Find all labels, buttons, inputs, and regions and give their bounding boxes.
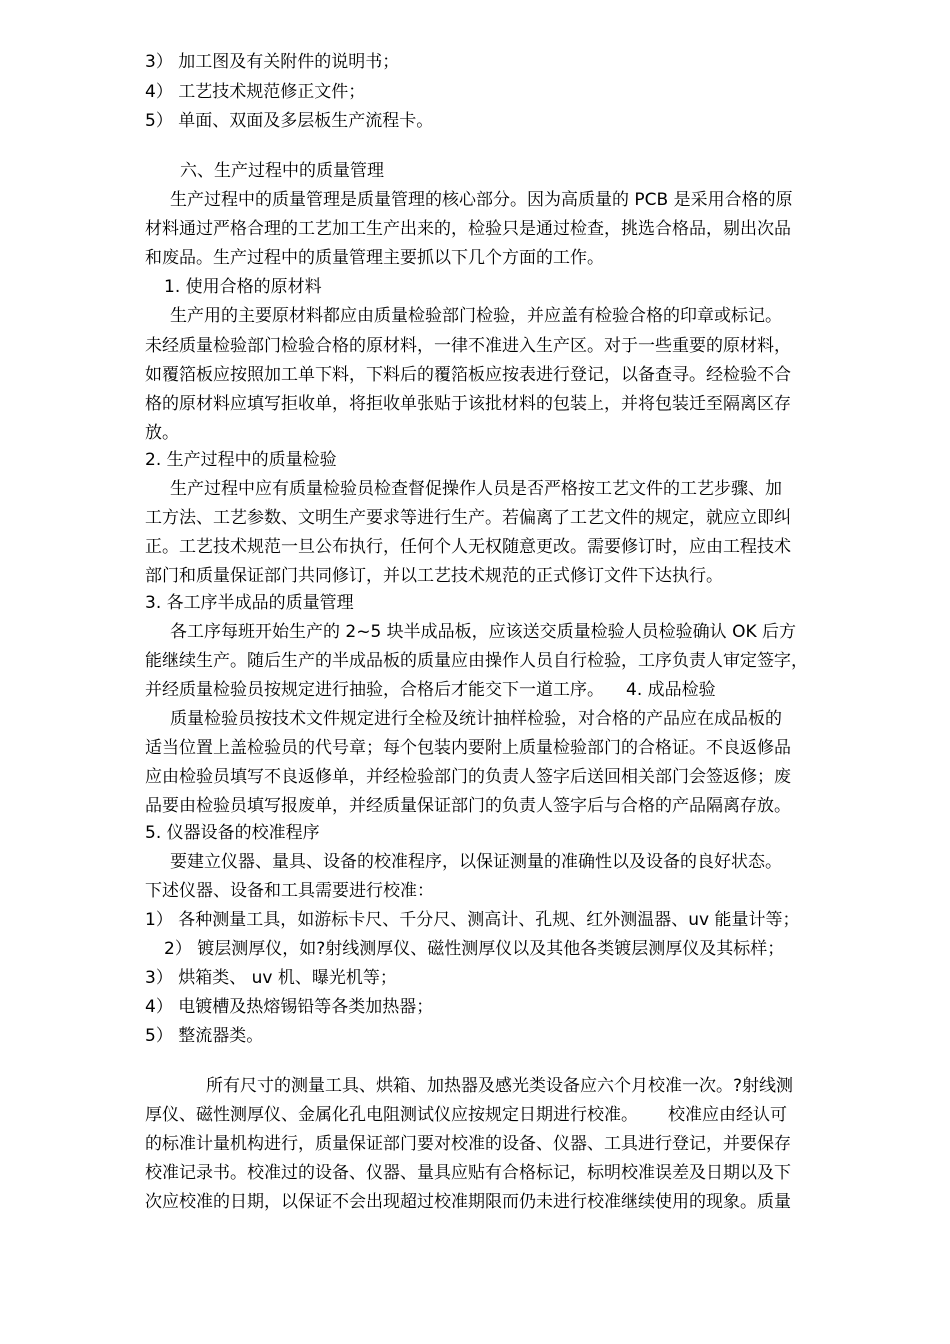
list-item: 4） 电镀槽及热熔锡铅等各类加热器； <box>145 997 434 1017</box>
paragraph-line: 格的原材料应填写拒收单，将拒收单张贴于该批材料的包装上，并将包装迁至隔离区存 <box>145 394 791 414</box>
list-item: 1） 各种测量工具，如游标卡尺、千分尺、测高计、孔规、红外测温器、uv 能量计等； <box>145 910 800 930</box>
paragraph-text: 厚仪、磁性测厚仪、金属化孔电阻测试仪应按规定日期进行校准。 <box>145 1105 638 1125</box>
list-item: 4） 工艺技术规范修正文件； <box>145 82 366 102</box>
paragraph-line: 质量检验员按技术文件规定进行全检及统计抽样检验，对合格的产品应在成品板的 <box>170 709 782 729</box>
paragraph-line: 次应校准的日期，以保证不会出现超过校准期限而仍未进行校准继续使用的现象。质量 <box>145 1192 791 1212</box>
paragraph-line: 生产用的主要原材料都应由质量检验部门检验，并应盖有检验合格的印章或标记。 <box>170 306 782 326</box>
paragraph-line: 品要由检验员填写报废单，并经质量保证部门的负责人签字后与合格的产品隔离存放。 <box>145 796 791 816</box>
paragraph-line: 部门和质量保证部门共同修订，并以工艺技术规范的正式修订文件下达执行。 <box>145 566 723 586</box>
item-heading: 5. 仪器设备的校准程序 <box>145 823 320 843</box>
paragraph-line: 放。 <box>145 423 179 443</box>
paragraph-line: 各工序每班开始生产的 2~5 块半成品板，应该送交质量检验人员检验确认 OK 后方 <box>170 622 797 642</box>
paragraph-line: 生产过程中应有质量检验员检查督促操作人员是否严格按工艺文件的工艺步骤、加 <box>170 479 782 499</box>
section-heading: 六、生产过程中的质量管理 <box>180 161 384 181</box>
paragraph-line <box>145 680 716 702</box>
item-heading: 3. 各工序半成品的质量管理 <box>145 593 354 613</box>
list-item: 3） 烘箱类、 uv 机、曝光机等； <box>145 968 397 988</box>
list-item: 3） 加工图及有关附件的说明书； <box>145 52 400 72</box>
paragraph-line: 和废品。生产过程中的质量管理主要抓以下几个方面的工作。 <box>145 248 604 268</box>
paragraph-line: 应由检验员填写不良返修单，并经检验部门的负责人签字后送回相关部门会签返修；废 <box>145 767 791 787</box>
paragraph-line: 下述仪器、设备和工具需要进行校准： <box>145 881 434 901</box>
paragraph-line: 材料通过严格合理的工艺加工生产出来的，检验只是通过检查，挑选合格品，剔出次品 <box>145 219 791 239</box>
paragraph-line: 的标准计量机构进行，质量保证部门要对校准的设备、仪器、工具进行登记，并要保存 <box>145 1134 791 1154</box>
item-heading: 4. 成品检验 <box>626 680 716 700</box>
item-heading: 1. 使用合格的原材料 <box>164 277 322 297</box>
paragraph-line: 生产过程中的质量管理是质量管理的核心部分。因为高质量的 PCB 是采用合格的原 <box>170 190 793 210</box>
paragraph-text: 校准应由经认可 <box>668 1105 787 1125</box>
list-item: 5） 整流器类。 <box>145 1026 264 1046</box>
paragraph-line: 适当位置上盖检验员的代号章；每个包装内要附上质量检验部门的合格证。不良返修品 <box>145 738 791 758</box>
paragraph-line: 正。工艺技术规范一旦公布执行，任何个人无权随意更改。需要修订时，应由工程技术 <box>145 537 791 557</box>
paragraph-line: 所有尺寸的测量工具、烘箱、加热器及感光类设备应六个月校准一次。?射线测 <box>206 1076 794 1096</box>
paragraph-line: 要建立仪器、量具、设备的校准程序，以保证测量的准确性以及设备的良好状态。 <box>170 852 782 872</box>
paragraph-line: 校准记录书。校准过的设备、仪器、量具应贴有合格标记，标明校准误差及日期以及下 <box>145 1163 791 1183</box>
paragraph-line <box>145 1105 787 1127</box>
paragraph-line: 如覆箔板应按照加工单下料，下料后的覆箔板应按表进行登记，以备查寻。经检验不合 <box>145 365 791 385</box>
paragraph-line: 未经质量检验部门检验合格的原材料，一律不准进入生产区。对于一些重要的原材料， <box>145 336 791 356</box>
list-item: 5） 单面、双面及多层板生产流程卡。 <box>145 111 434 131</box>
paragraph-line: 能继续生产。随后生产的半成品板的质量应由操作人员自行检验，工序负责人审定签字， <box>145 651 808 671</box>
paragraph-text: 并经质量检验员按规定进行抽验，合格后才能交下一道工序。 <box>145 680 604 700</box>
item-heading: 2. 生产过程中的质量检验 <box>145 450 337 470</box>
paragraph-line: 工方法、工艺参数、文明生产要求等进行生产。若偏离了工艺文件的规定，就应立即纠 <box>145 508 791 528</box>
list-item: 2） 镀层测厚仪，如?射线测厚仪、磁性测厚仪以及其他各类镀层测厚仪及其标样； <box>164 939 785 959</box>
